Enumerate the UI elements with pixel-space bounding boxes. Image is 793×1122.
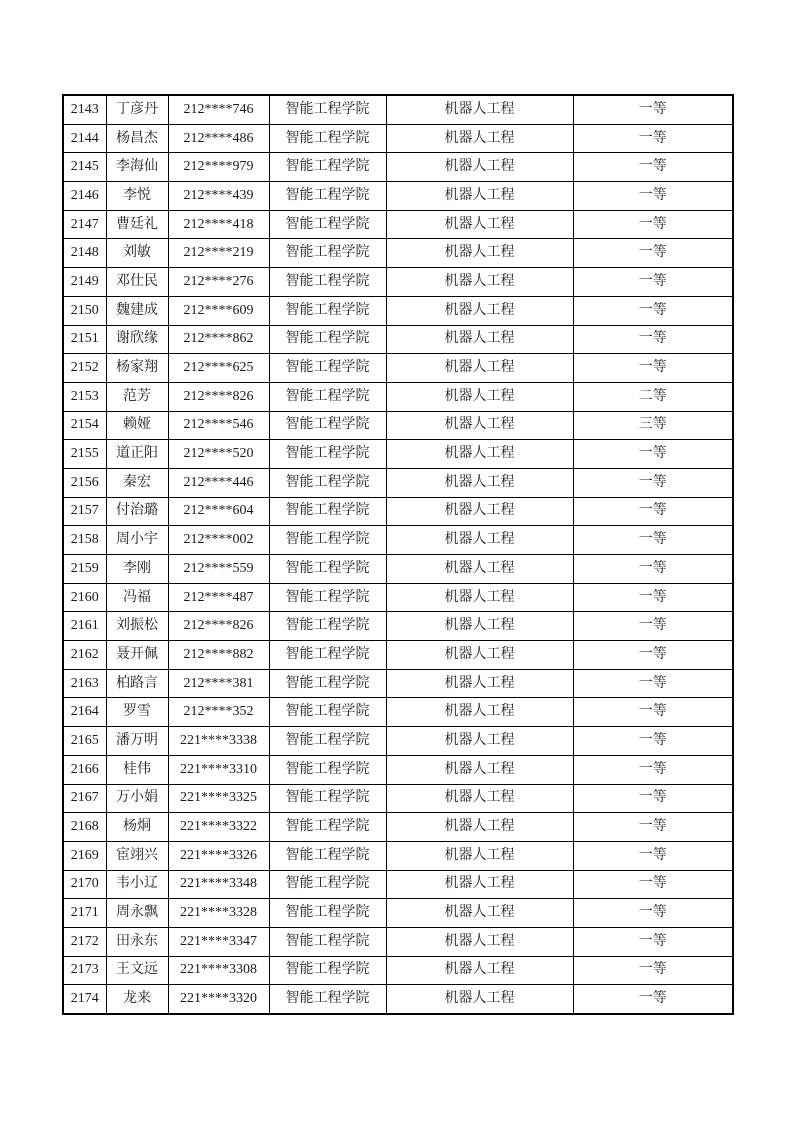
table-row — [63, 669, 733, 698]
serial-cell: 2153 — [63, 382, 106, 411]
name-cell: 冯福 — [106, 583, 168, 612]
table-row — [63, 411, 733, 440]
college-cell: 智能工程学院 — [269, 124, 386, 153]
award-cell: 一等 — [573, 870, 733, 899]
name-cell: 范芳 — [106, 382, 168, 411]
major-cell: 机器人工程 — [386, 354, 573, 383]
award-cell: 一等 — [573, 985, 733, 1014]
name-cell: 潘万明 — [106, 727, 168, 756]
award-cell: 一等 — [573, 95, 733, 124]
name-cell: 付治璐 — [106, 497, 168, 526]
table-row — [63, 813, 733, 842]
student-id-cell: 212****439 — [168, 182, 269, 211]
major-cell: 机器人工程 — [386, 497, 573, 526]
major-cell: 机器人工程 — [386, 927, 573, 956]
award-cell: 一等 — [573, 669, 733, 698]
award-cell: 一等 — [573, 555, 733, 584]
major-cell: 机器人工程 — [386, 153, 573, 182]
table-row — [63, 612, 733, 641]
table-row — [63, 526, 733, 555]
table-row — [63, 440, 733, 469]
college-cell: 智能工程学院 — [269, 583, 386, 612]
name-cell: 刘振松 — [106, 612, 168, 641]
college-cell: 智能工程学院 — [269, 927, 386, 956]
major-cell: 机器人工程 — [386, 899, 573, 928]
serial-cell: 2149 — [63, 268, 106, 297]
serial-cell: 2145 — [63, 153, 106, 182]
college-cell: 智能工程学院 — [269, 325, 386, 354]
major-cell: 机器人工程 — [386, 95, 573, 124]
table-row — [63, 641, 733, 670]
name-cell: 曹廷礼 — [106, 210, 168, 239]
table-row — [63, 841, 733, 870]
student-id-cell: 221****3326 — [168, 841, 269, 870]
major-cell: 机器人工程 — [386, 440, 573, 469]
table-row — [63, 698, 733, 727]
table-row — [63, 296, 733, 325]
award-cell: 一等 — [573, 354, 733, 383]
student-id-cell: 212****609 — [168, 296, 269, 325]
major-cell: 机器人工程 — [386, 870, 573, 899]
college-cell: 智能工程学院 — [269, 899, 386, 928]
serial-cell: 2156 — [63, 468, 106, 497]
major-cell: 机器人工程 — [386, 612, 573, 641]
major-cell: 机器人工程 — [386, 468, 573, 497]
college-cell: 智能工程学院 — [269, 497, 386, 526]
award-cell: 三等 — [573, 411, 733, 440]
serial-cell: 2158 — [63, 526, 106, 555]
college-cell: 智能工程学院 — [269, 755, 386, 784]
award-cell: 一等 — [573, 727, 733, 756]
name-cell: 桂伟 — [106, 755, 168, 784]
award-cell: 一等 — [573, 755, 733, 784]
serial-cell: 2148 — [63, 239, 106, 268]
name-cell: 龙来 — [106, 985, 168, 1014]
serial-cell: 2174 — [63, 985, 106, 1014]
award-cell: 一等 — [573, 210, 733, 239]
name-cell: 丁彦丹 — [106, 95, 168, 124]
table-row — [63, 956, 733, 985]
college-cell: 智能工程学院 — [269, 153, 386, 182]
college-cell: 智能工程学院 — [269, 95, 386, 124]
college-cell: 智能工程学院 — [269, 526, 386, 555]
table-row — [63, 899, 733, 928]
serial-cell: 2164 — [63, 698, 106, 727]
name-cell: 周小宇 — [106, 526, 168, 555]
name-cell: 杨家翔 — [106, 354, 168, 383]
award-cell: 一等 — [573, 641, 733, 670]
name-cell: 道正阳 — [106, 440, 168, 469]
table-row — [63, 468, 733, 497]
table-row — [63, 927, 733, 956]
award-cell: 一等 — [573, 124, 733, 153]
award-cell: 一等 — [573, 956, 733, 985]
serial-cell: 2157 — [63, 497, 106, 526]
major-cell: 机器人工程 — [386, 956, 573, 985]
college-cell: 智能工程学院 — [269, 440, 386, 469]
name-cell: 刘敏 — [106, 239, 168, 268]
table-row — [63, 153, 733, 182]
serial-cell: 2173 — [63, 956, 106, 985]
student-id-cell: 212****276 — [168, 268, 269, 297]
student-id-cell: 221****3338 — [168, 727, 269, 756]
serial-cell: 2144 — [63, 124, 106, 153]
name-cell: 周永飘 — [106, 899, 168, 928]
table-row — [63, 210, 733, 239]
table-row — [63, 95, 733, 124]
name-cell: 王文远 — [106, 956, 168, 985]
student-id-cell: 212****381 — [168, 669, 269, 698]
name-cell: 韦小辽 — [106, 870, 168, 899]
student-id-cell: 212****486 — [168, 124, 269, 153]
student-id-cell: 212****604 — [168, 497, 269, 526]
college-cell: 智能工程学院 — [269, 210, 386, 239]
award-cell: 一等 — [573, 927, 733, 956]
table-row — [63, 124, 733, 153]
table-row — [63, 755, 733, 784]
name-cell: 柏路言 — [106, 669, 168, 698]
award-cell: 一等 — [573, 612, 733, 641]
name-cell: 邓仕民 — [106, 268, 168, 297]
college-cell: 智能工程学院 — [269, 411, 386, 440]
table-row — [63, 354, 733, 383]
student-id-cell: 212****446 — [168, 468, 269, 497]
award-cell: 一等 — [573, 153, 733, 182]
name-cell: 谢欣缘 — [106, 325, 168, 354]
college-cell: 智能工程学院 — [269, 296, 386, 325]
name-cell: 秦宏 — [106, 468, 168, 497]
serial-cell: 2167 — [63, 784, 106, 813]
student-id-cell: 221****3347 — [168, 927, 269, 956]
student-id-cell: 212****219 — [168, 239, 269, 268]
student-id-cell: 212****979 — [168, 153, 269, 182]
award-cell: 一等 — [573, 182, 733, 211]
college-cell: 智能工程学院 — [269, 985, 386, 1014]
serial-cell: 2152 — [63, 354, 106, 383]
student-id-cell: 212****002 — [168, 526, 269, 555]
student-id-cell: 221****3348 — [168, 870, 269, 899]
major-cell: 机器人工程 — [386, 841, 573, 870]
serial-cell: 2163 — [63, 669, 106, 698]
table-row — [63, 497, 733, 526]
major-cell: 机器人工程 — [386, 124, 573, 153]
award-cell: 一等 — [573, 813, 733, 842]
serial-cell: 2171 — [63, 899, 106, 928]
serial-cell: 2147 — [63, 210, 106, 239]
major-cell: 机器人工程 — [386, 296, 573, 325]
college-cell: 智能工程学院 — [269, 841, 386, 870]
major-cell: 机器人工程 — [386, 239, 573, 268]
student-id-cell: 212****882 — [168, 641, 269, 670]
serial-cell: 2170 — [63, 870, 106, 899]
serial-cell: 2169 — [63, 841, 106, 870]
student-id-cell: 212****487 — [168, 583, 269, 612]
major-cell: 机器人工程 — [386, 411, 573, 440]
major-cell: 机器人工程 — [386, 727, 573, 756]
award-cell: 二等 — [573, 382, 733, 411]
serial-cell: 2166 — [63, 755, 106, 784]
name-cell: 杨昌杰 — [106, 124, 168, 153]
serial-cell: 2146 — [63, 182, 106, 211]
name-cell: 杨烔 — [106, 813, 168, 842]
award-cell: 一等 — [573, 268, 733, 297]
name-cell: 魏建成 — [106, 296, 168, 325]
serial-cell: 2162 — [63, 641, 106, 670]
college-cell: 智能工程学院 — [269, 468, 386, 497]
name-cell: 罗雪 — [106, 698, 168, 727]
award-cell: 一等 — [573, 526, 733, 555]
major-cell: 机器人工程 — [386, 641, 573, 670]
college-cell: 智能工程学院 — [269, 813, 386, 842]
college-cell: 智能工程学院 — [269, 669, 386, 698]
major-cell: 机器人工程 — [386, 526, 573, 555]
major-cell: 机器人工程 — [386, 555, 573, 584]
name-cell: 田永东 — [106, 927, 168, 956]
name-cell: 李悦 — [106, 182, 168, 211]
major-cell: 机器人工程 — [386, 985, 573, 1014]
award-cell: 一等 — [573, 784, 733, 813]
major-cell: 机器人工程 — [386, 583, 573, 612]
award-cell: 一等 — [573, 325, 733, 354]
name-cell: 李刚 — [106, 555, 168, 584]
table-row — [63, 325, 733, 354]
serial-cell: 2160 — [63, 583, 106, 612]
college-cell: 智能工程学院 — [269, 698, 386, 727]
student-id-cell: 221****3325 — [168, 784, 269, 813]
college-cell: 智能工程学院 — [269, 354, 386, 383]
name-cell: 聂开佩 — [106, 641, 168, 670]
major-cell: 机器人工程 — [386, 210, 573, 239]
serial-cell: 2143 — [63, 95, 106, 124]
major-cell: 机器人工程 — [386, 669, 573, 698]
college-cell: 智能工程学院 — [269, 727, 386, 756]
serial-cell: 2161 — [63, 612, 106, 641]
major-cell: 机器人工程 — [386, 268, 573, 297]
serial-cell: 2150 — [63, 296, 106, 325]
student-id-cell: 221****3328 — [168, 899, 269, 928]
college-cell: 智能工程学院 — [269, 555, 386, 584]
table-row — [63, 239, 733, 268]
table-row — [63, 985, 733, 1014]
table-row — [63, 555, 733, 584]
table-row — [63, 784, 733, 813]
award-list-table — [62, 94, 734, 1015]
award-cell: 一等 — [573, 497, 733, 526]
major-cell: 机器人工程 — [386, 325, 573, 354]
award-table-body — [63, 95, 733, 1014]
award-cell: 一等 — [573, 440, 733, 469]
name-cell: 宦翊兴 — [106, 841, 168, 870]
college-cell: 智能工程学院 — [269, 239, 386, 268]
student-id-cell: 221****3310 — [168, 755, 269, 784]
serial-cell: 2172 — [63, 927, 106, 956]
student-id-cell: 212****826 — [168, 382, 269, 411]
student-id-cell: 212****418 — [168, 210, 269, 239]
student-id-cell: 212****546 — [168, 411, 269, 440]
college-cell: 智能工程学院 — [269, 870, 386, 899]
award-cell: 一等 — [573, 583, 733, 612]
table-row — [63, 583, 733, 612]
college-cell: 智能工程学院 — [269, 784, 386, 813]
student-id-cell: 221****3320 — [168, 985, 269, 1014]
college-cell: 智能工程学院 — [269, 182, 386, 211]
student-id-cell: 221****3308 — [168, 956, 269, 985]
student-id-cell: 212****559 — [168, 555, 269, 584]
major-cell: 机器人工程 — [386, 698, 573, 727]
table-row — [63, 727, 733, 756]
student-id-cell: 212****625 — [168, 354, 269, 383]
major-cell: 机器人工程 — [386, 382, 573, 411]
major-cell: 机器人工程 — [386, 755, 573, 784]
award-cell: 一等 — [573, 468, 733, 497]
award-cell: 一等 — [573, 841, 733, 870]
major-cell: 机器人工程 — [386, 813, 573, 842]
college-cell: 智能工程学院 — [269, 382, 386, 411]
serial-cell: 2155 — [63, 440, 106, 469]
award-cell: 一等 — [573, 899, 733, 928]
name-cell: 赖娅 — [106, 411, 168, 440]
major-cell: 机器人工程 — [386, 182, 573, 211]
name-cell: 李海仙 — [106, 153, 168, 182]
table-row — [63, 182, 733, 211]
college-cell: 智能工程学院 — [269, 956, 386, 985]
student-id-cell: 212****520 — [168, 440, 269, 469]
table-row — [63, 382, 733, 411]
student-id-cell: 221****3322 — [168, 813, 269, 842]
student-id-cell: 212****826 — [168, 612, 269, 641]
table-row — [63, 870, 733, 899]
table-row — [63, 268, 733, 297]
serial-cell: 2159 — [63, 555, 106, 584]
award-cell: 一等 — [573, 239, 733, 268]
serial-cell: 2168 — [63, 813, 106, 842]
student-id-cell: 212****862 — [168, 325, 269, 354]
name-cell: 万小娟 — [106, 784, 168, 813]
serial-cell: 2165 — [63, 727, 106, 756]
college-cell: 智能工程学院 — [269, 641, 386, 670]
student-id-cell: 212****352 — [168, 698, 269, 727]
serial-cell: 2154 — [63, 411, 106, 440]
serial-cell: 2151 — [63, 325, 106, 354]
award-cell: 一等 — [573, 296, 733, 325]
college-cell: 智能工程学院 — [269, 268, 386, 297]
student-id-cell: 212****746 — [168, 95, 269, 124]
college-cell: 智能工程学院 — [269, 612, 386, 641]
major-cell: 机器人工程 — [386, 784, 573, 813]
award-cell: 一等 — [573, 698, 733, 727]
